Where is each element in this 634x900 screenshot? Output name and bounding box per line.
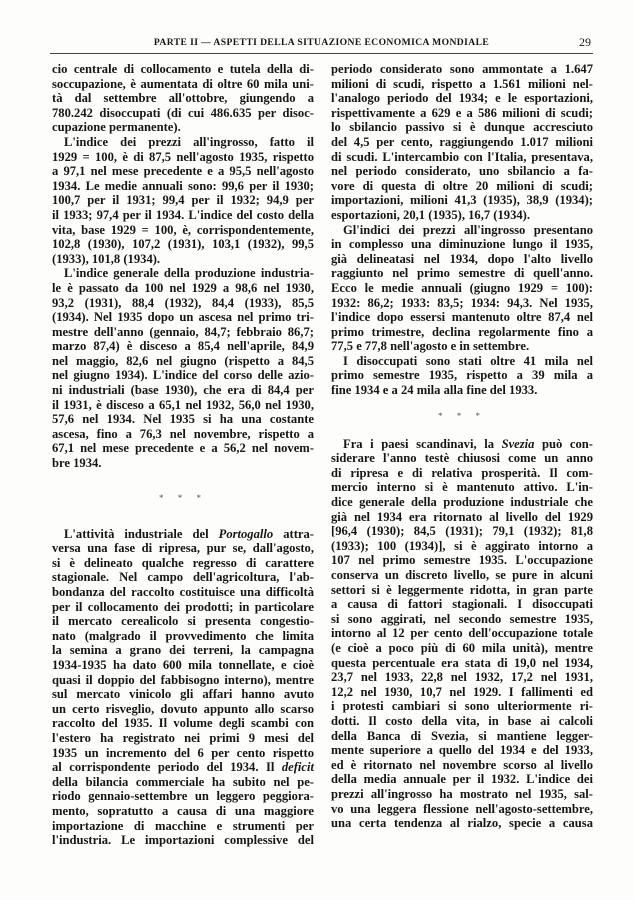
text-line: tà dal settembre all'ottobre, giungendo a [52,91,314,106]
text-line: già delineatasi nel 1934, dopo l'alto livello [331,251,593,266]
paragraph [331,354,593,398]
text-line: un certo risveglio, dovuto appunto allo scarso [52,701,314,716]
text-line: I disoccupati sono stati oltre 41 mila nel [343,353,593,368]
text-line: 57,6 nel 1934. Nel 1935 si ha una costante [52,412,314,427]
text-line: a causa di fattori stagionali. I disoccupati [331,597,593,612]
text-line: 1934-1935 ha dato 600 mila tonnellate, e cioè [52,657,314,672]
text-line: conserva un discreto livello, se pure in alcuni [331,568,593,582]
text-line: marzo 87,4) è disceso a 85,4 nell'aprile, 84,9 [52,339,314,354]
text-line: fine 1934 e a 24 mila alla fine del 1933. [331,383,538,398]
text-line: soccupazione, è aumentata di oltre 60 mila uni- [52,76,314,91]
text-line: di ripresa e di relativa prosperità. Il com- [331,465,593,480]
text-line: riodo gennaio-settembre un leggero peggiora- [52,789,314,804]
text-line: L'indice generale della produzione industria- [64,266,314,281]
text-line: nel periodo considerato, uno sbilancio a fa- [331,164,593,179]
text-line: intorno al 12 per cento dell'occupazione totale [331,626,593,641]
text-line: esportazioni, 20,1 (1935), 16,7 (1934). [331,207,531,222]
text-line: una certa tendenza al rialzo, specie a causa [331,816,593,831]
text-line: vita, base 1929 = 100, è, corrispondentemente, [52,222,314,237]
text-line: versa una fase di ripresa, pur se, dall'agosto, [52,541,314,556]
text-line: 1935 un incremento del 6 per cento rispetto [52,745,314,760]
text-line: mente superiore a quello del 1934 e del 1933, [331,743,593,758]
text-line: L'indice dei prezzi all'ingrosso, fatto il [64,134,314,149]
text-line [52,527,314,542]
text-line: 780.242 disoccupati (di cui 486.635 per disoc- [52,105,314,120]
section-separator: * * * [438,410,486,421]
text-line: importazione di macchine e strumenti per [52,818,314,833]
text-line: 77,5 e 77,8 nell'agosto e in settembre. [331,339,530,354]
text-line: i protesti cambiari si sono ulteriormente ri- [331,699,593,714]
text-line: siderare l'anno testè chiusosi come un anno [331,451,593,466]
text-line: bondanza del raccolto costituisce una difficoltà [52,585,314,599]
text-line: ed è ritornato nel novembre scorso al livello [331,757,593,772]
paragraph [52,527,314,848]
text-line: primo trimestre, declina regolarmente fino a [331,324,593,339]
text-line: raggiunto nel primo semestre di quell'anno. [331,266,593,281]
text-line: 100,7 per il 1931; 99,4 per il 1932; 94,9 per [52,193,314,208]
text-line: si è delineato qualche regresso di carattere [52,555,314,570]
text-line: ni industriali (base 1930), che era di 84,4 per [52,383,314,398]
text-line: l'analogo periodo del 1934; e le esportazioni, [331,91,593,106]
text-segment: Fra i paesi scandinavi, la [343,436,502,451]
text-line: importazioni, milioni 41,3 (1935), 38,9 (1934); [331,193,593,208]
text-line: milioni di scudi, rispetto a 1.561 milioni nel- [331,76,593,91]
text-line: mercio interno si è mantenuto attivo. L'in- [331,480,593,495]
text-line: l'industria. Le importazioni complessive del [52,833,314,848]
text-line: nel maggio, 82,6 nel giugno (rispetto a 84,5 [52,353,314,368]
text-line: 67,1 nel mese precedente e a 56,2 nel novem- [52,441,314,456]
text-line: 23,7 nel 1933, 22,8 nel 1932, 17,2 nel 1931, [331,670,593,685]
running-header [50,35,593,51]
left-column [52,62,314,848]
text-line: cupazione permanente). [52,120,181,135]
text-line: già nel 1934 era ritornato al livello del 1929 [331,509,593,524]
text-line: in complesso una diminuzione lungo il 1935, [331,237,593,252]
text-line: 12,2 nel 1930, 10,7 nel 1929. I fallimenti ed [331,684,593,699]
text-line: della bilancia commerciale ha subito nel pe- [52,774,314,789]
text-segment: può con- [534,436,594,451]
text-line: raccolto del 1935. Il volume degli scambi con [52,716,314,731]
text-line: quasi il doppio del fabbisogno interno), mentre [52,672,314,687]
text-line: l'estero ha registrato nei primi 9 mesi del [52,730,314,745]
text-line: settori si è leggermente ridotta, in gran parte [331,582,593,597]
text-line: 1932: 86,2; 1933: 83,5; 1934: 94,3. Nel 1935, [331,295,593,310]
text-line: primo semestre 1935, rispetto a 39 mila a [331,368,593,383]
text-line: Ecco le medie annuali (giugno 1929 = 100): [331,280,593,295]
text-segment: L'attività industriale del [64,526,219,541]
text-line: il mercato cerealicolo si presenta congestio- [52,614,314,629]
text-line: l'indice dopo essersi mantenuto oltre 87,4 nel [331,310,593,325]
text-line: [96,4 (1930); 84,5 (1931); 79,1 (1932); 81,8 [331,524,593,539]
text-line: si sono aggirati, nel secondo semestre 1935, [331,611,593,626]
text-line: le è passato da 100 nel 1929 a 98,6 nel 1930, [52,280,314,295]
text-line: bre 1934. [52,456,102,471]
page-number: 29 [579,35,591,49]
text-line: della media annuale per il 1932. L'indice dei [331,772,593,787]
text-line: periodo considerato sono ammontate a 1.647 [331,62,593,76]
text-line: sul mercato vinicolo gli affari hanno avuto [52,687,314,702]
text-line: del 4,5 per cento, raggiungendo 1.017 milioni [331,134,593,149]
text-line: (1933); 100 (1934)], si è aggirato intorno a [331,538,593,553]
text-line: 93,2 (1931), 88,4 (1932), 84,4 (1933), 85,5 [52,295,314,310]
text-line: mestre dell'anno (gennaio, 84,7; febbraio 86,7; [52,324,314,339]
text-line: nel giugno 1934). L'indice del corso delle azio- [52,368,314,383]
text-line: lo sbilancio passivo si è dunque accresciuto [331,120,593,135]
italic-term: Portogallo [218,526,274,541]
text-line: 1934. Le medie annuali sono: 99,6 per il 1930; [52,178,314,193]
text-line: (e cioè a poco più di 60 mila unità), mentre [331,640,593,655]
text-line: a 97,1 nel mese precedente e a 95,5 nell'agosto [52,164,314,179]
text-line: nato (malgrado il provvedimento che limita [52,628,314,643]
text-line: (1934). Nel 1935 dopo un ascesa nel primo tri- [52,310,314,325]
text-line: dotti. Il costo della vita, in base ai calcoli [331,713,593,728]
text-line [331,437,593,452]
text-line: di scudi. L'intercambio con l'Italia, presentava, [331,149,593,164]
text-line: cio centrale di collocamento e tutela della di- [52,62,314,76]
text-line: 107 nel primo semestre 1935. L'occupazione [331,553,593,568]
paragraph [331,223,593,354]
text-line: (1933), 101,8 (1934). [52,251,161,266]
header-rule [50,53,593,54]
paragraph [52,266,314,470]
text-line: questa percentuale era stata di 19,0 nel 1934, [331,655,593,670]
right-column [331,62,593,831]
text-line: mento, sopratutto a causa di una maggiore [52,803,314,818]
text-line: 102,8 (1930), 107,2 (1931), 103,1 (1932), 99,5 [52,237,314,252]
paragraph [52,62,314,135]
text-line [52,760,314,775]
text-line: per il collocamento dei prodotti; in particolare [52,599,314,614]
text-line: ascesa, fino a 76,3 nel novembre, rispetto a [52,426,314,441]
text-line: 1929 = 100, è di 87,5 nell'agosto 1935, rispetto [52,149,314,164]
text-line: la semina a grano dei terreni, la campagna [52,643,314,658]
text-line: vo una leggera flessione nell'agosto-settembre, [331,801,593,816]
text-line: dice generale della produzione industriale che [331,495,593,510]
paragraph [331,437,593,831]
italic-term: Svezia [501,436,535,451]
running-header-title: PARTE II — ASPETTI DELLA SITUAZIONE ECONOMICA MONDIALE [153,37,490,48]
text-line: rispettivamente a 629 e a 586 milioni di scudi; [331,105,593,120]
text-line: Gl'indici dei prezzi all'ingrosso presentano [343,222,593,237]
section-separator: * * * [159,492,207,503]
italic-term: deficit [281,760,314,775]
text-line: il 1933; 97,4 per il 1934. L'indice del costo della [52,207,314,222]
paragraph [52,135,314,266]
text-line: vore di questa di oltre 20 milioni di scudi; [331,178,593,193]
text-line: il 1931, è disceso a 65,1 nel 1932, 56,0 nel 1930, [52,397,314,412]
text-line: stagionale. Nel campo dell'agricoltura, l'ab- [52,570,314,585]
text-segment: al corrispondente periodo del 1934. Il [52,760,282,775]
text-line: della Banca di Svezia, si mantiene legger- [331,728,593,743]
text-line: prezzi all'ingrosso ha mostrato nel 1935, sal- [331,786,593,801]
text-segment: attra- [273,526,314,541]
paragraph [331,62,593,223]
